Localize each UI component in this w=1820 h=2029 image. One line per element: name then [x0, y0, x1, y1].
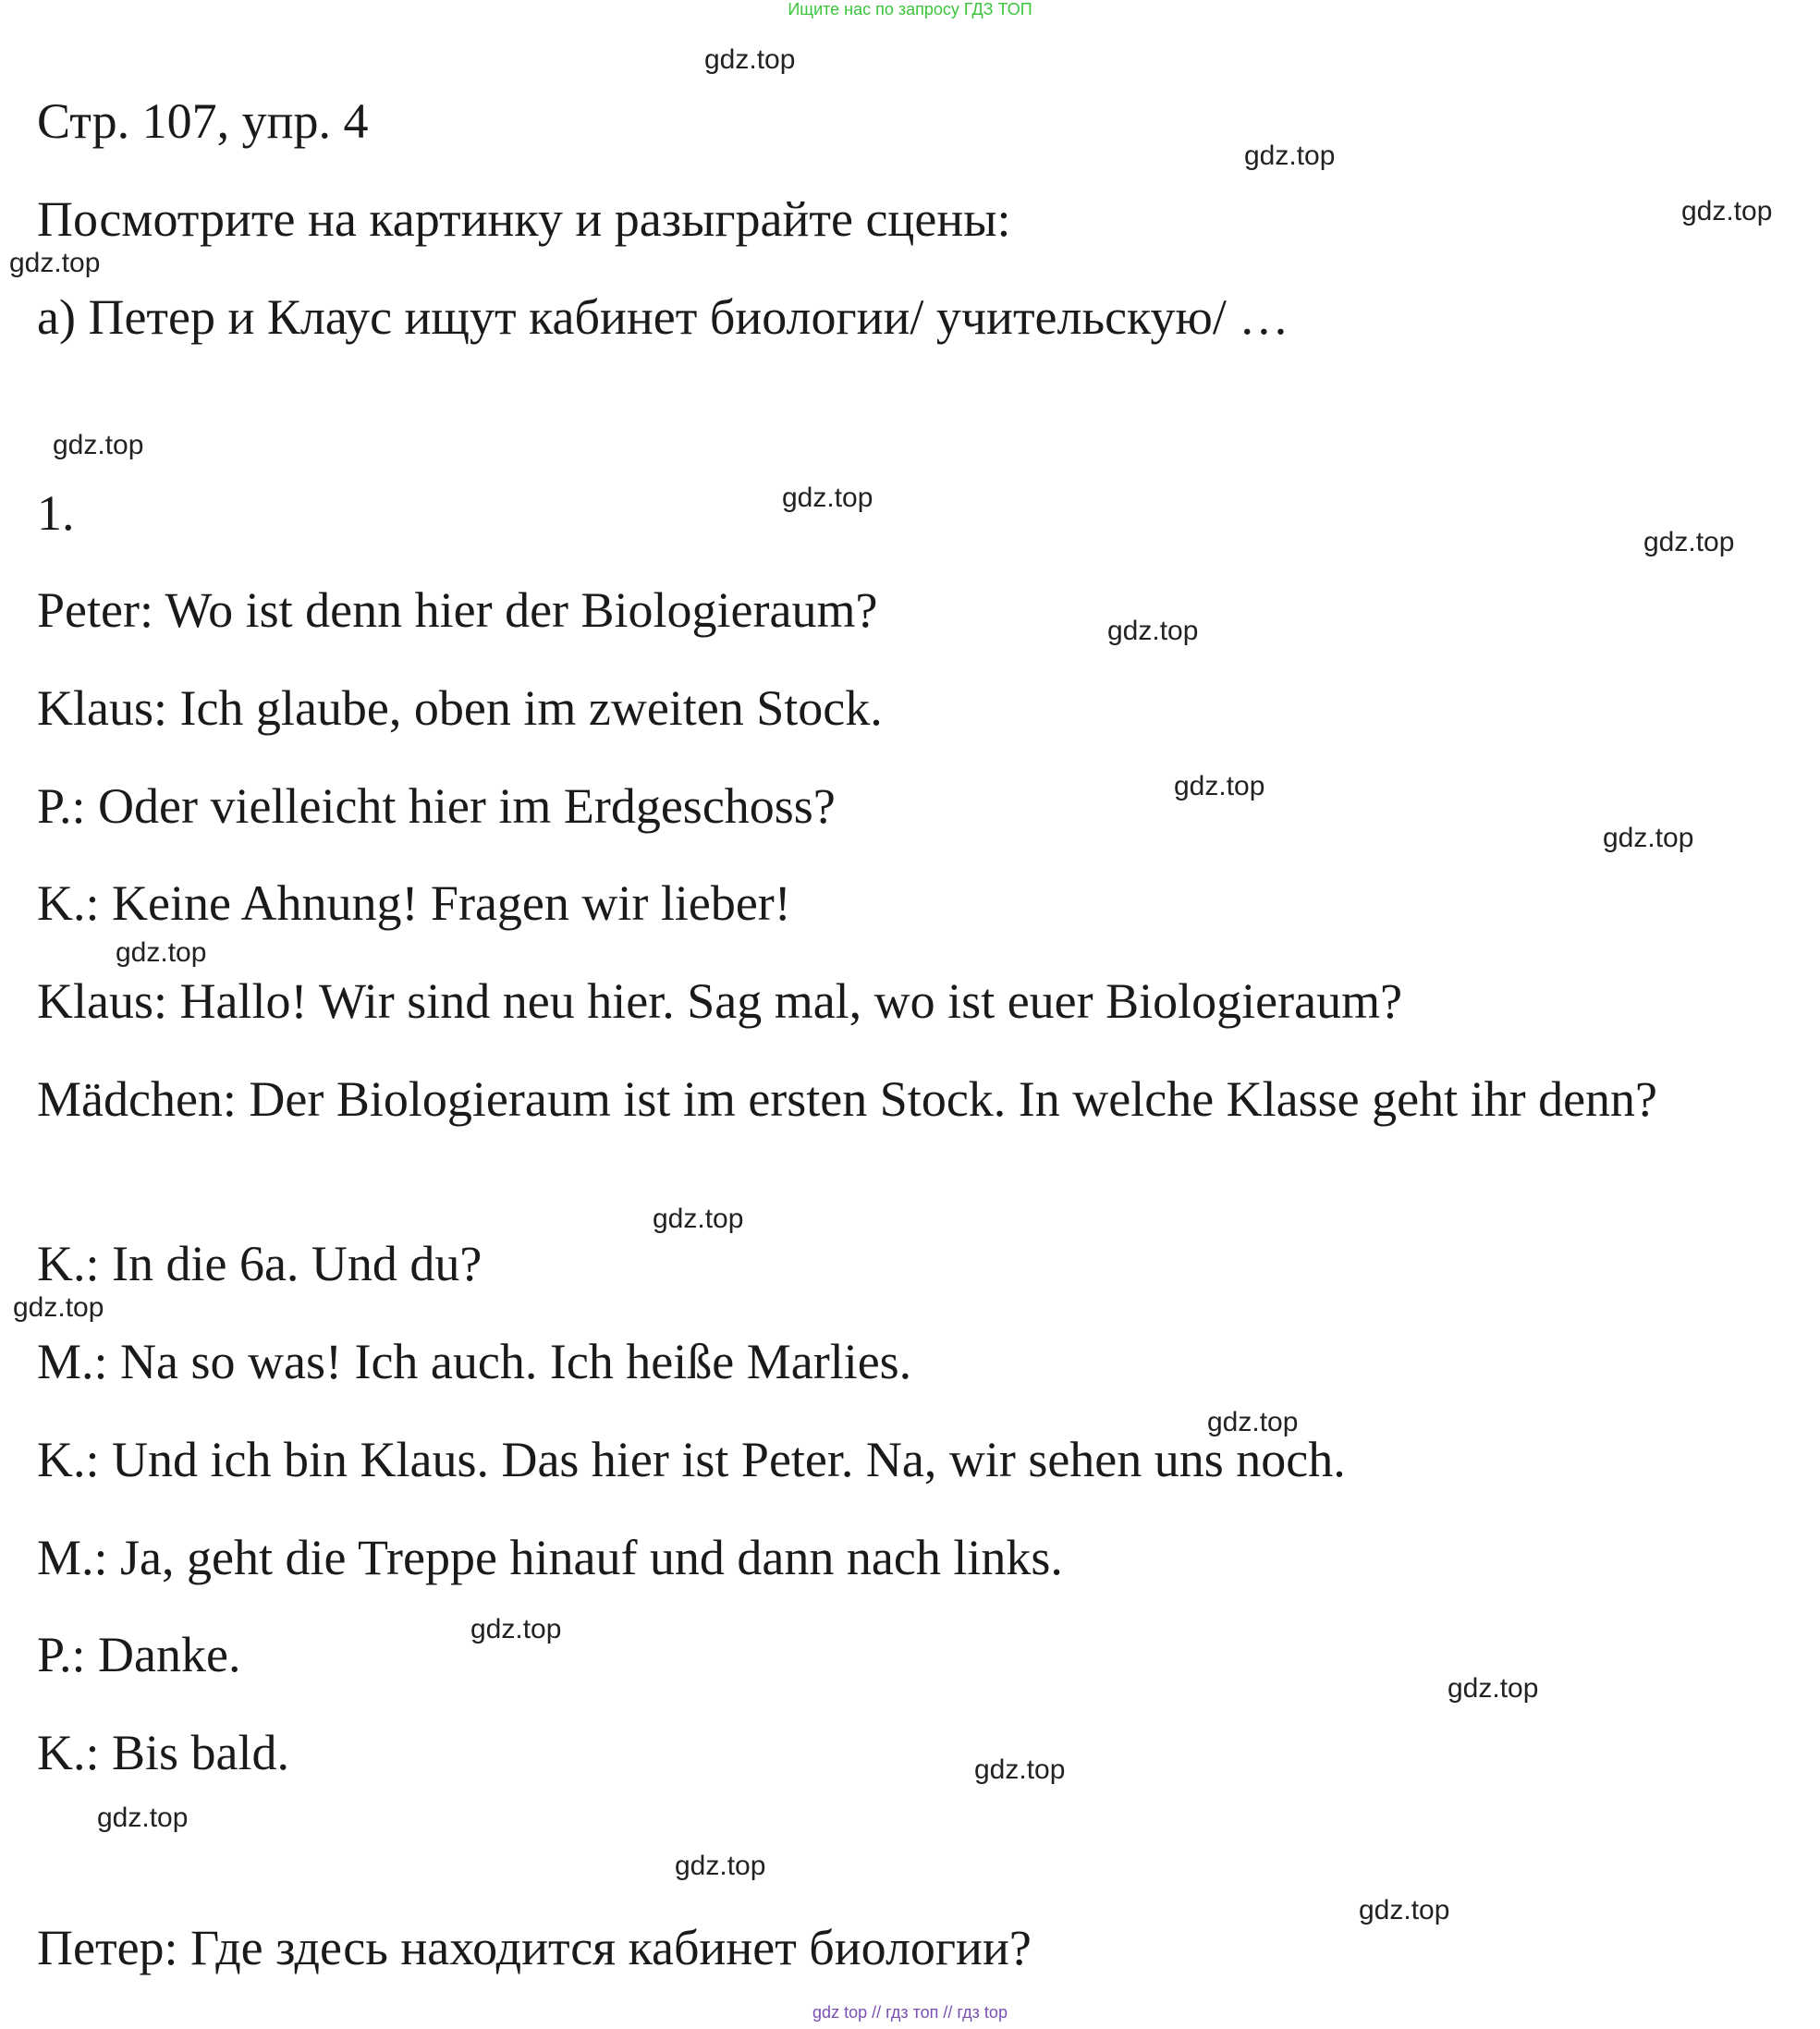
instruction-text: Посмотрите на картинку и разыграйте сцены: — [37, 191, 1011, 247]
page-heading: Стр. 107, упр. 4 — [37, 93, 369, 149]
watermark: gdz.top — [675, 1851, 766, 1881]
watermark: gdz.top — [1244, 141, 1336, 171]
watermark: gdz.top — [470, 1614, 562, 1644]
watermark: gdz.top — [116, 937, 207, 968]
watermark: gdz.top — [1174, 771, 1265, 801]
watermark: gdz.top — [1447, 1673, 1539, 1704]
watermark: gdz.top — [653, 1204, 744, 1234]
watermark: gdz.top — [1643, 527, 1735, 557]
watermark: gdz.top — [1207, 1407, 1299, 1437]
dialogue-line: P.: Danke. — [37, 1627, 241, 1682]
watermark: gdz.top — [13, 1292, 104, 1323]
dialogue-line: Klaus: Ich glaube, oben im zweiten Stock. — [37, 680, 883, 736]
watermark: gdz.top — [97, 1803, 189, 1833]
watermark: gdz.top — [782, 483, 873, 513]
translation-line: Петер: Где здесь находится кабинет биологии? — [37, 1920, 1032, 1975]
dialogue-line: K.: Keine Ahnung! Fragen wir lieber! — [37, 875, 791, 931]
bottom-banner: gdz top // гдз топ // гдз top — [812, 2003, 1008, 2022]
dialogue-line: Peter: Wo ist denn hier der Biologieraum? — [37, 582, 878, 638]
dialogue-line: M.: Ja, geht die Treppe hinauf und dann nach links. — [37, 1530, 1063, 1585]
watermark: gdz.top — [1603, 823, 1694, 853]
dialogue-number: 1. — [37, 485, 75, 541]
watermark: gdz.top — [1359, 1895, 1450, 1925]
dialogue-line: P.: Oder vielleicht hier im Erdgeschoss? — [37, 778, 836, 834]
dialogue-line: Klaus: Hallo! Wir sind neu hier. Sag mal, wo ist euer Biologieraum? — [37, 973, 1403, 1029]
watermark: gdz.top — [1107, 616, 1199, 646]
watermark: gdz.top — [1681, 196, 1773, 226]
watermark: gdz.top — [9, 248, 101, 278]
dialogue-line: Mädchen: Der Biologieraum ist im ersten Stock. In welche Klasse geht ihr denn? — [37, 1071, 1658, 1127]
dialogue-line: K.: Bis bald. — [37, 1725, 290, 1780]
task-a-text: а) Петер и Клаус ищут кабинет биологии/ учительскую/ … — [37, 289, 1289, 345]
top-banner: Ищите нас по запросу ГДЗ ТОП — [788, 0, 1032, 18]
dialogue-line: K.: In die 6a. Und du? — [37, 1236, 482, 1291]
watermark: gdz.top — [704, 44, 796, 75]
watermark: gdz.top — [53, 430, 144, 460]
dialogue-line: M.: Na so was! Ich auch. Ich heiße Marlies. — [37, 1334, 912, 1389]
dialogue-line: K.: Und ich bin Klaus. Das hier ist Peter. Na, wir sehen uns noch. — [37, 1432, 1346, 1487]
watermark: gdz.top — [974, 1754, 1066, 1785]
